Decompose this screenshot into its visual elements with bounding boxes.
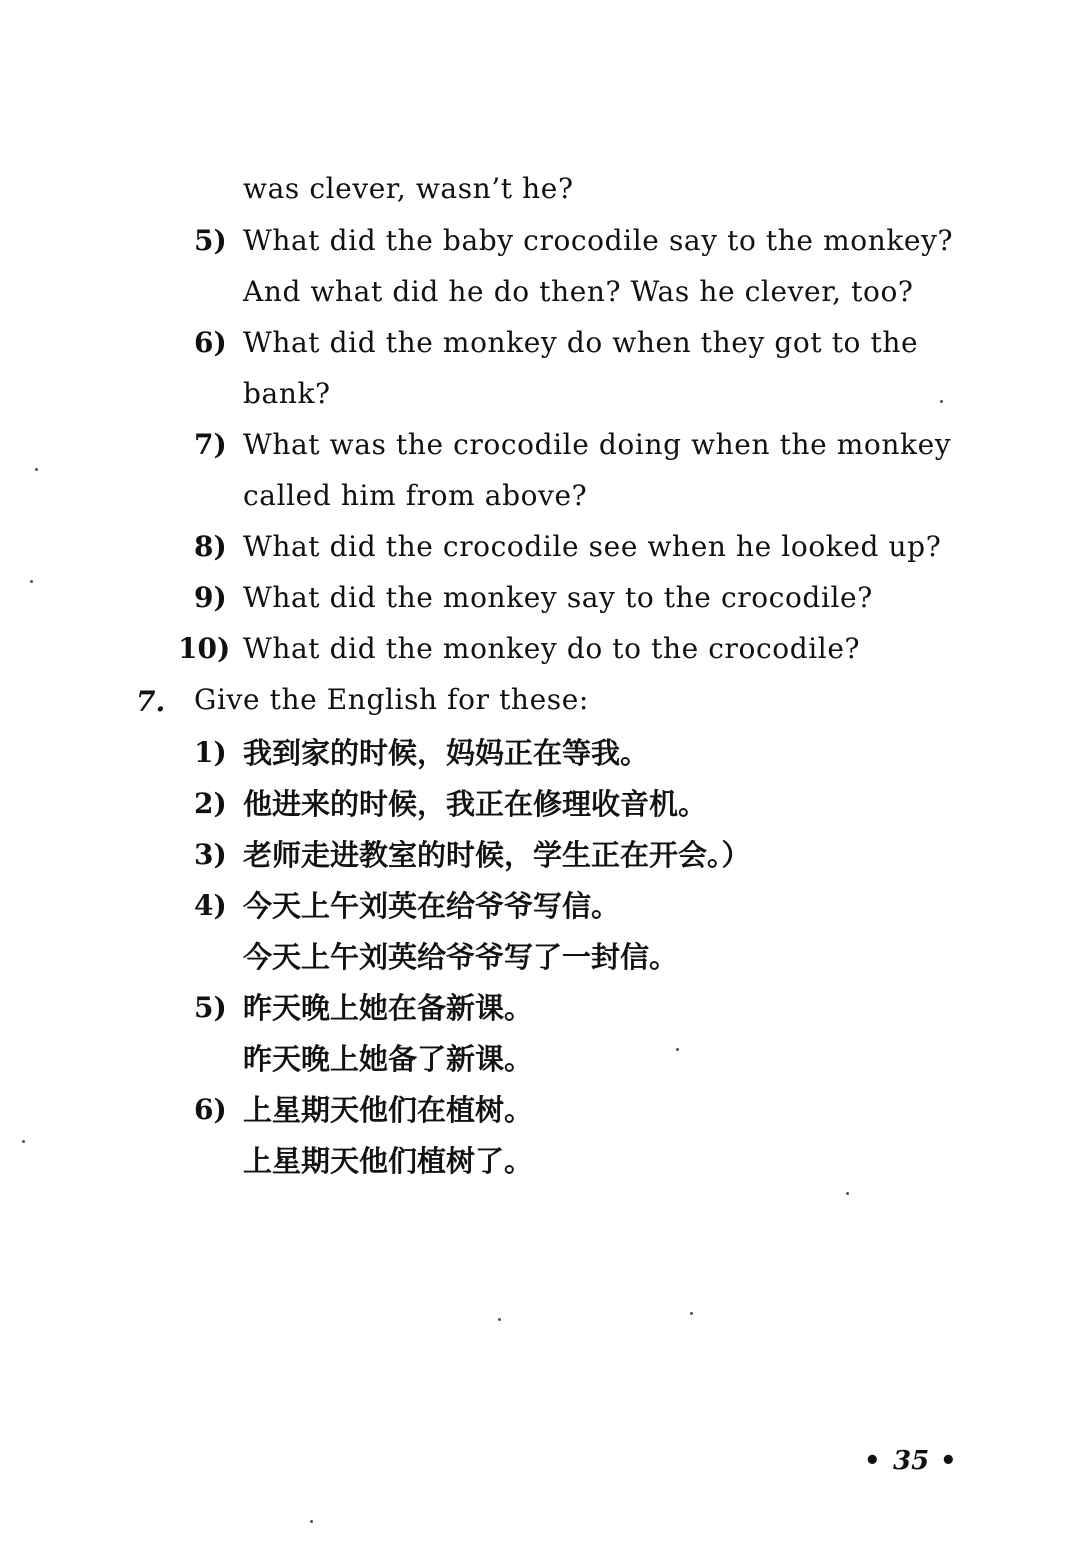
question-5-line-1: What did the baby crocodile say to the monkey? xyxy=(243,224,954,257)
translate-1-line-1: 我到家的时候，妈妈正在等我。 xyxy=(243,736,650,770)
page-number-bullet-right: • xyxy=(940,1446,957,1476)
section-7-title: Give the English for these: xyxy=(194,683,589,716)
scan-speck xyxy=(498,1318,501,1321)
question-number-7: 7) xyxy=(194,428,227,461)
translate-number-4: 4) xyxy=(194,889,227,922)
translate-5-line-2: 昨天晚上她备了新课。 xyxy=(243,1042,534,1076)
translate-number-5: 5) xyxy=(194,991,227,1024)
section-7-number: 7. xyxy=(136,685,166,718)
question-7-line-1: What was the crocodile doing when the monkey xyxy=(243,428,952,461)
question-10-line-1: What did the monkey do to the crocodile? xyxy=(243,632,861,665)
scan-speck xyxy=(35,468,38,471)
question-8-line-1: What did the crocodile see when he looked up? xyxy=(243,530,942,563)
page-number: 35 xyxy=(893,1446,930,1476)
translate-number-6: 6) xyxy=(194,1093,227,1126)
question-9-line-1: What did the monkey say to the crocodile? xyxy=(243,581,873,614)
page-number-bullet-left: • xyxy=(864,1446,881,1476)
scan-speck xyxy=(310,1520,313,1523)
question-7-line-2: called him from above? xyxy=(243,479,588,512)
translate-number-2: 2) xyxy=(194,787,227,820)
scan-speck xyxy=(846,1192,849,1195)
translate-number-1: 1) xyxy=(194,736,227,769)
scan-speck xyxy=(22,1140,25,1143)
translate-3-line-1: 老师走进教室的时候，学生正在开会。） xyxy=(243,838,751,872)
scan-speck xyxy=(30,580,33,583)
question-number-6: 6) xyxy=(194,326,227,359)
question-number-5: 5) xyxy=(194,224,227,257)
translate-number-3: 3) xyxy=(194,838,227,871)
question-4-continuation: was clever, wasn’t he? xyxy=(243,172,574,205)
scan-speck xyxy=(690,1312,693,1315)
translate-4-line-2: 今天上午刘英给爷爷写了一封信。 xyxy=(243,940,679,974)
translate-2-line-1: 他进来的时候，我正在修理收音机。 xyxy=(243,787,708,821)
translate-6-line-2: 上星期天他们植树了。 xyxy=(243,1144,534,1178)
question-number-9: 9) xyxy=(194,581,227,614)
scan-speck xyxy=(676,1048,679,1051)
translate-6-line-1: 上星期天他们在植树。 xyxy=(243,1093,534,1127)
question-6-line-2: bank? xyxy=(243,377,331,410)
translate-5-line-1: 昨天晚上她在备新课。 xyxy=(243,991,534,1025)
question-number-10: 10) xyxy=(178,632,231,665)
translate-4-line-1: 今天上午刘英在给爷爷写信。 xyxy=(243,889,621,923)
scan-speck xyxy=(940,400,943,403)
question-6-line-1: What did the monkey do when they got to the xyxy=(243,326,919,359)
question-5-line-2: And what did he do then? Was he clever, too? xyxy=(243,275,914,308)
question-number-8: 8) xyxy=(194,530,227,563)
